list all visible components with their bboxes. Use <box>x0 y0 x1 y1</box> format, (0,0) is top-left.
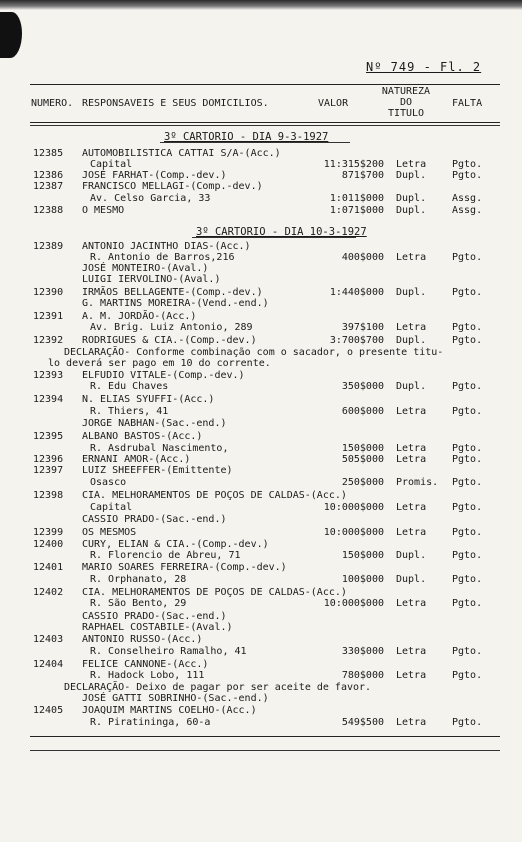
entry-row <box>0 705 522 717</box>
section-header: 3º CARTORIO - DIA 10-3-1927 <box>196 226 367 238</box>
entry-falta: Pgto. <box>452 574 483 585</box>
entry-text: Av. Celso Garcia, 33 <box>90 193 211 204</box>
entry-row <box>0 205 522 217</box>
entry-row <box>0 514 522 526</box>
entry-value: 780$000 <box>341 670 384 681</box>
entry-titulo: Letra <box>396 454 427 465</box>
entry-titulo: Dupl. <box>396 193 427 204</box>
entry-number: 12394 <box>33 394 64 405</box>
entry-titulo: Dupl. <box>396 287 427 298</box>
entry-number: 12388 <box>33 205 64 216</box>
entry-falta: Pgto. <box>452 550 483 561</box>
entry-row <box>0 477 522 489</box>
entry-value: 600$000 <box>341 406 384 417</box>
entry-text: G. MARTINS MOREIRA-(Vend.-end.) <box>82 298 269 309</box>
header-valor: VALOR <box>318 98 349 109</box>
entry-row <box>0 550 522 562</box>
entry-number: 12396 <box>33 454 64 465</box>
entry-titulo: Dupl. <box>396 381 427 392</box>
entry-value: 100$000 <box>341 574 384 585</box>
entry-text: R. Florencio de Abreu, 71 <box>90 550 241 561</box>
entry-text: LUIGI IERVOLINO-(Aval.) <box>82 274 221 285</box>
entry-value: 1:071$000 <box>329 205 384 216</box>
entry-text: R. Conselheiro Ramalho, 41 <box>90 646 247 657</box>
entry-number: 12395 <box>33 431 64 442</box>
entry-falta: Pgto. <box>452 502 483 513</box>
entry-text: Capital <box>90 502 133 513</box>
entry-text: JOSÉ FARHAT-(Comp.-dev.) <box>82 170 227 181</box>
entry-value: 397$100 <box>341 322 384 333</box>
entry-text: Av. Brig. Luiz Antonio, 289 <box>90 322 253 333</box>
header-top-rule <box>30 84 500 85</box>
entry-titulo: Dupl. <box>396 550 427 561</box>
entry-value: 250$000 <box>341 477 384 488</box>
entry-text: RAPHAEL COSTABILE-(Aval.) <box>82 622 233 633</box>
entry-value: 10:000$000 <box>323 527 384 538</box>
header-bottom-rule <box>30 122 500 123</box>
header-falta: FALTA <box>452 98 483 109</box>
entry-row <box>0 394 522 406</box>
entry-falta: Pgto. <box>452 717 483 728</box>
entry-titulo: Dupl. <box>396 335 427 346</box>
entry-value: 10:000$000 <box>323 502 384 513</box>
entry-falta: Pgto. <box>452 527 483 538</box>
entry-titulo: Letra <box>396 670 427 681</box>
entry-row <box>0 598 522 610</box>
entry-row <box>0 381 522 393</box>
entry-row <box>0 490 522 502</box>
header-bottom-rule-2 <box>30 125 500 126</box>
section-underline <box>192 237 356 238</box>
entry-row <box>0 717 522 729</box>
entry-value: 11:315$200 <box>323 159 384 170</box>
entry-text: R. São Bento, 29 <box>90 598 187 609</box>
entry-falta: Pgto. <box>452 477 483 488</box>
entry-text: CIA. MELHORAMENTOS DE POÇOS DE CALDAS-(Acc.) <box>82 490 347 501</box>
entry-text: lo deverá ser pago em 10 do corrente. <box>48 358 271 369</box>
entry-titulo: Letra <box>396 406 427 417</box>
entry-text: CURY, ELIAN & CIA.-(Comp.-dev.) <box>82 539 269 550</box>
entry-text: R. Asdrubal Nascimento, <box>90 443 229 454</box>
entry-number: 12401 <box>33 562 64 573</box>
entry-text: ERNANI AMOR-(Acc.) <box>82 454 191 465</box>
entry-value: 10:000$000 <box>323 598 384 609</box>
entry-titulo: Letra <box>396 527 427 538</box>
entry-titulo: Promis. <box>396 477 439 488</box>
entry-number: 12398 <box>33 490 64 501</box>
entry-row <box>0 193 522 205</box>
entry-number: 12403 <box>33 634 64 645</box>
entry-text: R. Hadock Lobo, 111 <box>90 670 205 681</box>
entry-falta: Pgto. <box>452 322 483 333</box>
entry-value: 1:011$000 <box>329 193 384 204</box>
entry-falta: Pgto. <box>452 287 483 298</box>
entry-number: 12399 <box>33 527 64 538</box>
entry-text: CASSIO PRADO-(Sac.-end.) <box>82 611 227 622</box>
entry-text: JOAQUIM MARTINS COELHO-(Acc.) <box>82 705 257 716</box>
scan-left-mark <box>0 12 22 58</box>
entry-number: 12389 <box>33 241 64 252</box>
entry-text: R. Antonio de Barros,216 <box>90 252 235 263</box>
entry-row <box>0 418 522 430</box>
entry-row <box>0 274 522 286</box>
entry-row <box>0 322 522 334</box>
entry-row <box>0 465 522 477</box>
entry-row <box>0 431 522 443</box>
entry-falta: Pgto. <box>452 454 483 465</box>
header-numero: NUMERO. <box>31 98 74 109</box>
entry-falta: Pgto. <box>452 381 483 392</box>
entry-falta: Pgto. <box>452 159 483 170</box>
entry-row <box>0 562 522 574</box>
entry-text: R. Thiers, 41 <box>90 406 169 417</box>
page-number: Nº 749 - Fl. 2 <box>366 60 482 74</box>
footer-rule-2 <box>30 750 500 751</box>
entry-text: R. Piratininga, 60-a <box>90 717 211 728</box>
entry-falta: Pgto. <box>452 646 483 657</box>
entry-text: AUTOMOBILISTICA CATTAI S/A-(Acc.) <box>82 148 281 159</box>
entry-titulo: Letra <box>396 646 427 657</box>
entry-value: 871$700 <box>341 170 384 181</box>
entry-row <box>0 358 522 370</box>
entry-value: 150$000 <box>341 443 384 454</box>
entry-text: CIA. MELHORAMENTOS DE POÇOS DE CALDAS-(Acc.) <box>82 587 347 598</box>
entry-value: 330$000 <box>341 646 384 657</box>
entry-row <box>0 634 522 646</box>
entry-number: 12402 <box>33 587 64 598</box>
header-natureza-line1: NATUREZA <box>381 86 431 97</box>
header-responsaveis: RESPONSAVEIS E SEUS DOMICILIOS. <box>82 98 269 109</box>
entry-titulo: Dupl. <box>396 574 427 585</box>
entry-row <box>0 574 522 586</box>
entry-value: 400$000 <box>341 252 384 263</box>
entry-row <box>0 406 522 418</box>
entry-text: N. ELIAS SYUFFI-(Acc.) <box>82 394 215 405</box>
section-header: 3º CARTORIO - DIA 9-3-1927 <box>164 131 329 143</box>
entry-row <box>0 502 522 514</box>
entry-titulo: Letra <box>396 252 427 263</box>
entry-number: 12387 <box>33 181 64 192</box>
entry-value: 150$000 <box>341 550 384 561</box>
entry-number: 12397 <box>33 465 64 476</box>
entry-text: ALBANO BASTOS-(Acc.) <box>82 431 203 442</box>
entry-text: CASSIO PRADO-(Sac.-end.) <box>82 514 227 525</box>
entry-number: 12386 <box>33 170 64 181</box>
entry-text: ELFUDIO VITALE-(Comp.-dev.) <box>82 370 245 381</box>
section-underline <box>160 142 350 143</box>
entry-titulo: Letra <box>396 443 427 454</box>
entry-falta: Pgto. <box>452 406 483 417</box>
entry-titulo: Letra <box>396 598 427 609</box>
entry-text: O MESMO <box>82 205 125 216</box>
entry-text: OS MESMOS <box>82 527 137 538</box>
entry-falta: Pgto. <box>452 170 483 181</box>
entry-text: Osasco <box>90 477 127 488</box>
entry-titulo: Letra <box>396 322 427 333</box>
entry-number: 12393 <box>33 370 64 381</box>
entry-number: 12405 <box>33 705 64 716</box>
header-natureza-line2: DO <box>399 97 413 108</box>
entry-text: A. M. JORDÃO-(Acc.) <box>82 311 197 322</box>
entry-number: 12390 <box>33 287 64 298</box>
entry-text: R. Orphanato, 28 <box>90 574 187 585</box>
entry-text: JOSÉ MONTEIRO-(Aval.) <box>82 263 209 274</box>
entry-text: MARIO SOARES FERREIRA-(Comp.-dev.) <box>82 562 287 573</box>
entry-falta: Pgto. <box>452 670 483 681</box>
entry-text: Capital <box>90 159 133 170</box>
entry-text: FELICE CANNONE-(Acc.) <box>82 659 209 670</box>
entry-row <box>0 622 522 634</box>
entry-row <box>0 527 522 539</box>
entry-number: 12404 <box>33 659 64 670</box>
entry-value: 505$000 <box>341 454 384 465</box>
entry-falta: Pgto. <box>452 252 483 263</box>
entry-titulo: Letra <box>396 159 427 170</box>
entry-text: R. Edu Chaves <box>90 381 169 392</box>
entry-value: 350$000 <box>341 381 384 392</box>
entry-titulo: Letra <box>396 717 427 728</box>
entry-number: 12392 <box>33 335 64 346</box>
entry-row <box>0 181 522 193</box>
header-natureza-line3: TITULO <box>387 108 425 119</box>
entry-text: FRANCISCO MELLAGI-(Comp.-dev.) <box>82 181 263 192</box>
entry-value: 549$500 <box>341 717 384 728</box>
entry-text: RODRIGUES & CIA.-(Comp.-dev.) <box>82 335 257 346</box>
entry-number: 12385 <box>33 148 64 159</box>
entry-number: 12391 <box>33 311 64 322</box>
entry-text: JORGE NABHAN-(Sac.-end.) <box>82 418 227 429</box>
entry-titulo: Letra <box>396 502 427 513</box>
entry-falta: Pgto. <box>452 335 483 346</box>
entry-number: 12400 <box>33 539 64 550</box>
entry-row <box>0 298 522 310</box>
entry-falta: Pgto. <box>452 443 483 454</box>
footer-rule-1 <box>30 736 500 737</box>
entry-text: ANTONIO JACINTHO DIAS-(Acc.) <box>82 241 251 252</box>
entry-value: 3:700$700 <box>329 335 384 346</box>
header-natureza <box>372 86 440 119</box>
entry-row <box>0 693 522 705</box>
entry-row <box>0 670 522 682</box>
entry-row <box>0 335 522 347</box>
entry-text: JOSÉ GATTI SOBRINHO-(Sac.-end.) <box>82 693 269 704</box>
entry-value: 1:440$000 <box>329 287 384 298</box>
declaration-text: DECLARAÇÃO- Deixo de pagar por ser aceite de favor. <box>64 682 372 693</box>
entry-text: IRMÃOS BELLAGENTE-(Comp.-dev.) <box>82 287 263 298</box>
entry-falta: Pgto. <box>452 598 483 609</box>
entry-falta: Assg. <box>452 193 483 204</box>
entry-titulo: Dupl. <box>396 205 427 216</box>
entry-row <box>0 646 522 658</box>
entry-text: LUIZ SHEEFFER-(Emittente) <box>82 465 233 476</box>
declaration-text: DECLARAÇÃO- Conforme combinação com o sacador, o presente titu- <box>64 347 444 358</box>
entry-falta: Assg. <box>452 205 483 216</box>
entry-titulo: Dupl. <box>396 170 427 181</box>
scan-top-shadow <box>0 0 522 10</box>
entry-text: ANTONIO RUSSO-(Acc.) <box>82 634 203 645</box>
